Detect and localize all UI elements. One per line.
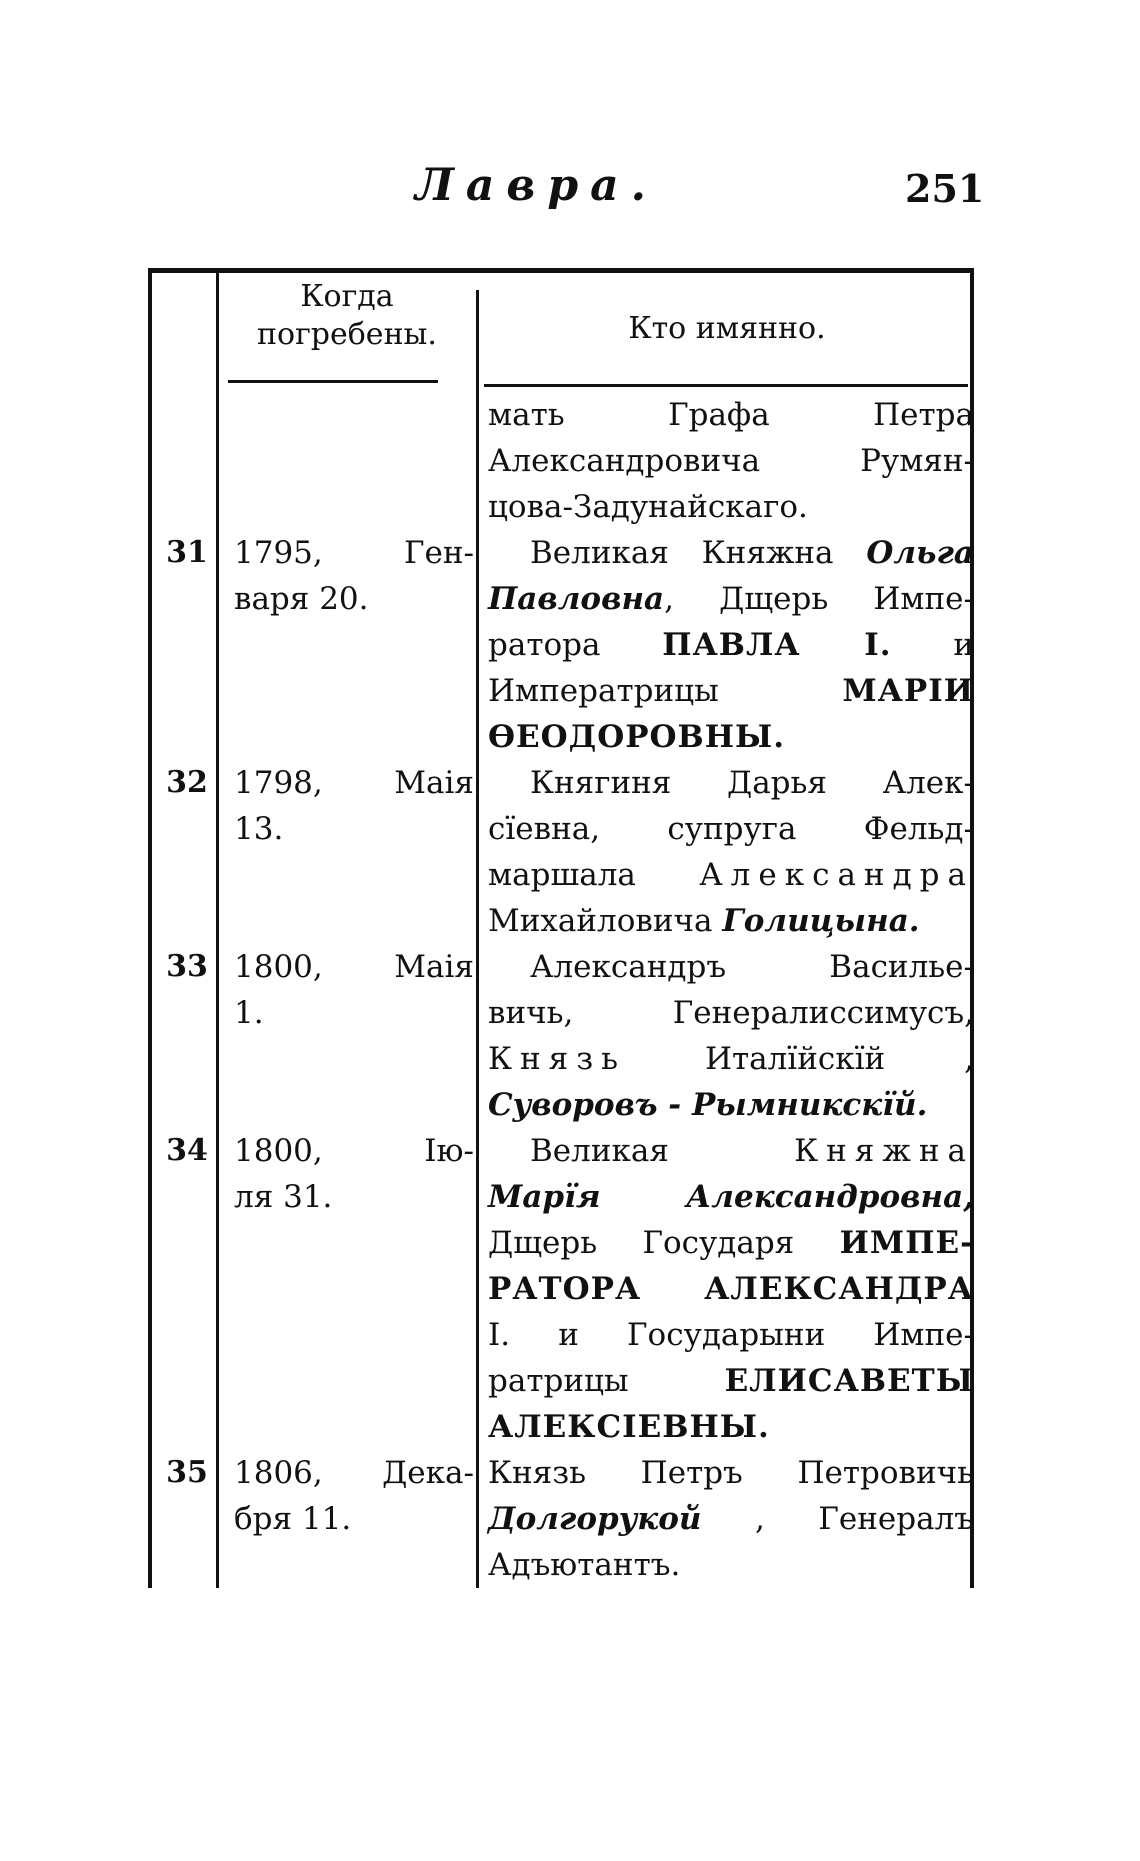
person-entry [488,1450,974,1588]
entry-line [488,1220,974,1266]
entry-text: Императрицы [488,673,843,709]
date-header-line-1: Когда [300,279,394,314]
entry-text: ЕЛИСАВЕТЫ [724,1363,974,1399]
date-header-line-2: погребены. [257,317,437,352]
entry-line [488,1496,974,1542]
italic-name: Долгорукой [488,1501,702,1537]
entry-text: , Дщерь Импе- [664,581,974,617]
page-number: 251 [905,166,985,211]
burial-date [234,1128,474,1220]
date-text: ля 31. [234,1179,333,1215]
entry-text: маршала [488,857,700,893]
number-column-divider [216,268,219,1588]
date-line [234,1450,474,1496]
date-text: 1798, [234,765,323,801]
entry-text: и [891,627,974,663]
entry-text: Княжна [794,1133,974,1169]
date-text: Маія [394,949,474,985]
entry-text: Дщерь Государя [488,1225,840,1261]
entry-line [488,1358,974,1404]
date-text: 1795, [234,535,323,571]
date-line [234,1128,474,1174]
entry-text: ПАВЛА I. [662,627,892,663]
person-entry [488,1128,974,1450]
record-number: 32 [166,765,208,800]
date-column-divider [476,290,479,1588]
entry-text: Александра [699,857,974,893]
italic-name: Ольга [866,535,974,571]
entry-line [488,1404,974,1450]
entry-line [488,1128,974,1174]
entry-line [488,1450,974,1496]
entry-line [488,576,974,622]
entry-line [488,806,974,852]
entry-text: ратора [488,627,663,663]
date-text: варя 20. [234,581,369,617]
entry-line [488,1266,974,1312]
entry-line [488,944,974,990]
who-header-underline [484,384,968,387]
record-number: 34 [166,1133,208,1168]
entry-line [488,1542,974,1588]
entry-line [488,990,974,1036]
entry-text: Княгиня Дарья Алек- [530,765,974,801]
date-line [234,576,474,622]
record-number: 31 [166,535,208,570]
entry-text: ѲЕОДОРОВНЫ. [488,719,786,755]
continuation-line: цова-Задунайскаго. [488,489,808,525]
date-column-header [222,278,472,354]
entry-line [488,1312,974,1358]
entry-line [488,714,974,760]
top-rule [148,268,972,273]
burial-date [234,944,474,1036]
left-border [148,268,152,1588]
date-text: 1800, [234,949,323,985]
entry-text: МАРІИ [842,673,974,709]
entry-text: Великая Княжна [530,535,867,571]
date-line [234,530,474,576]
date-header-underline [228,380,438,383]
entry-text: Великая [530,1133,795,1169]
entry-text: вичь, Генералиссимусъ, [488,995,974,1031]
person-entry [488,760,974,944]
who-column-header: Кто имянно. [628,311,826,346]
entry-line [488,530,974,576]
burial-date [234,1450,474,1542]
entry-text: ИМПЕ- [839,1225,974,1261]
entry-text: ратрицы [488,1363,725,1399]
entry-text: АЛЕКСІЕВНЫ. [488,1409,770,1445]
burial-date [234,760,474,852]
record-number: 33 [166,949,208,984]
record-number: 35 [166,1455,208,1490]
italic-name: Марїя Александровна, [488,1179,974,1215]
date-text: 1. [234,995,264,1031]
running-title: Лавра. [415,160,658,211]
continuation-entry [488,392,974,530]
burial-date [234,530,474,622]
date-line [234,806,474,852]
date-text: Ію- [424,1133,474,1169]
entry-text: I. и Государыни Импе- [488,1317,974,1353]
entry-text: Князь Петръ Петровичь [488,1455,974,1491]
date-text: Ген- [403,535,474,571]
date-line [234,944,474,990]
italic-name: Суворовъ - Рымникскїй. [488,1087,928,1123]
entry-line [488,852,974,898]
entry-line [488,760,974,806]
entry-text: Италїйскїй , [626,1041,974,1077]
date-line [234,760,474,806]
entry-text: Князь [488,1041,626,1077]
date-line [234,1174,474,1220]
entry-text: сїевна, супруга Фельд- [488,811,974,847]
entry-line [488,1036,974,1082]
date-line [234,1496,474,1542]
italic-name: Павловна [488,581,665,617]
continuation-line: Александровича Румян- [488,443,974,479]
entry-text: Александръ Василье- [530,949,974,985]
entry-text: Адъютантъ. [488,1547,681,1583]
date-text: 1806, [234,1455,323,1491]
date-line [234,990,474,1036]
entry-line [488,1174,974,1220]
italic-name: Голицына. [722,903,920,939]
date-text: 1800, [234,1133,323,1169]
entry-text: , Генералъ [701,1501,974,1537]
entry-line [488,622,974,668]
date-text: 13. [234,811,284,847]
date-text: Дека- [382,1455,474,1491]
person-entry [488,944,974,1128]
entry-line [488,898,974,944]
continuation-line: мать Графа Петра [488,397,974,433]
date-text: бря 11. [234,1501,352,1537]
entry-line [488,668,974,714]
person-entry [488,530,974,760]
entry-line [488,1082,974,1128]
entry-text: Михайловича [488,903,723,939]
entry-text: РАТОРА АЛЕКСАНДРА [488,1271,974,1307]
date-text: Маія [394,765,474,801]
